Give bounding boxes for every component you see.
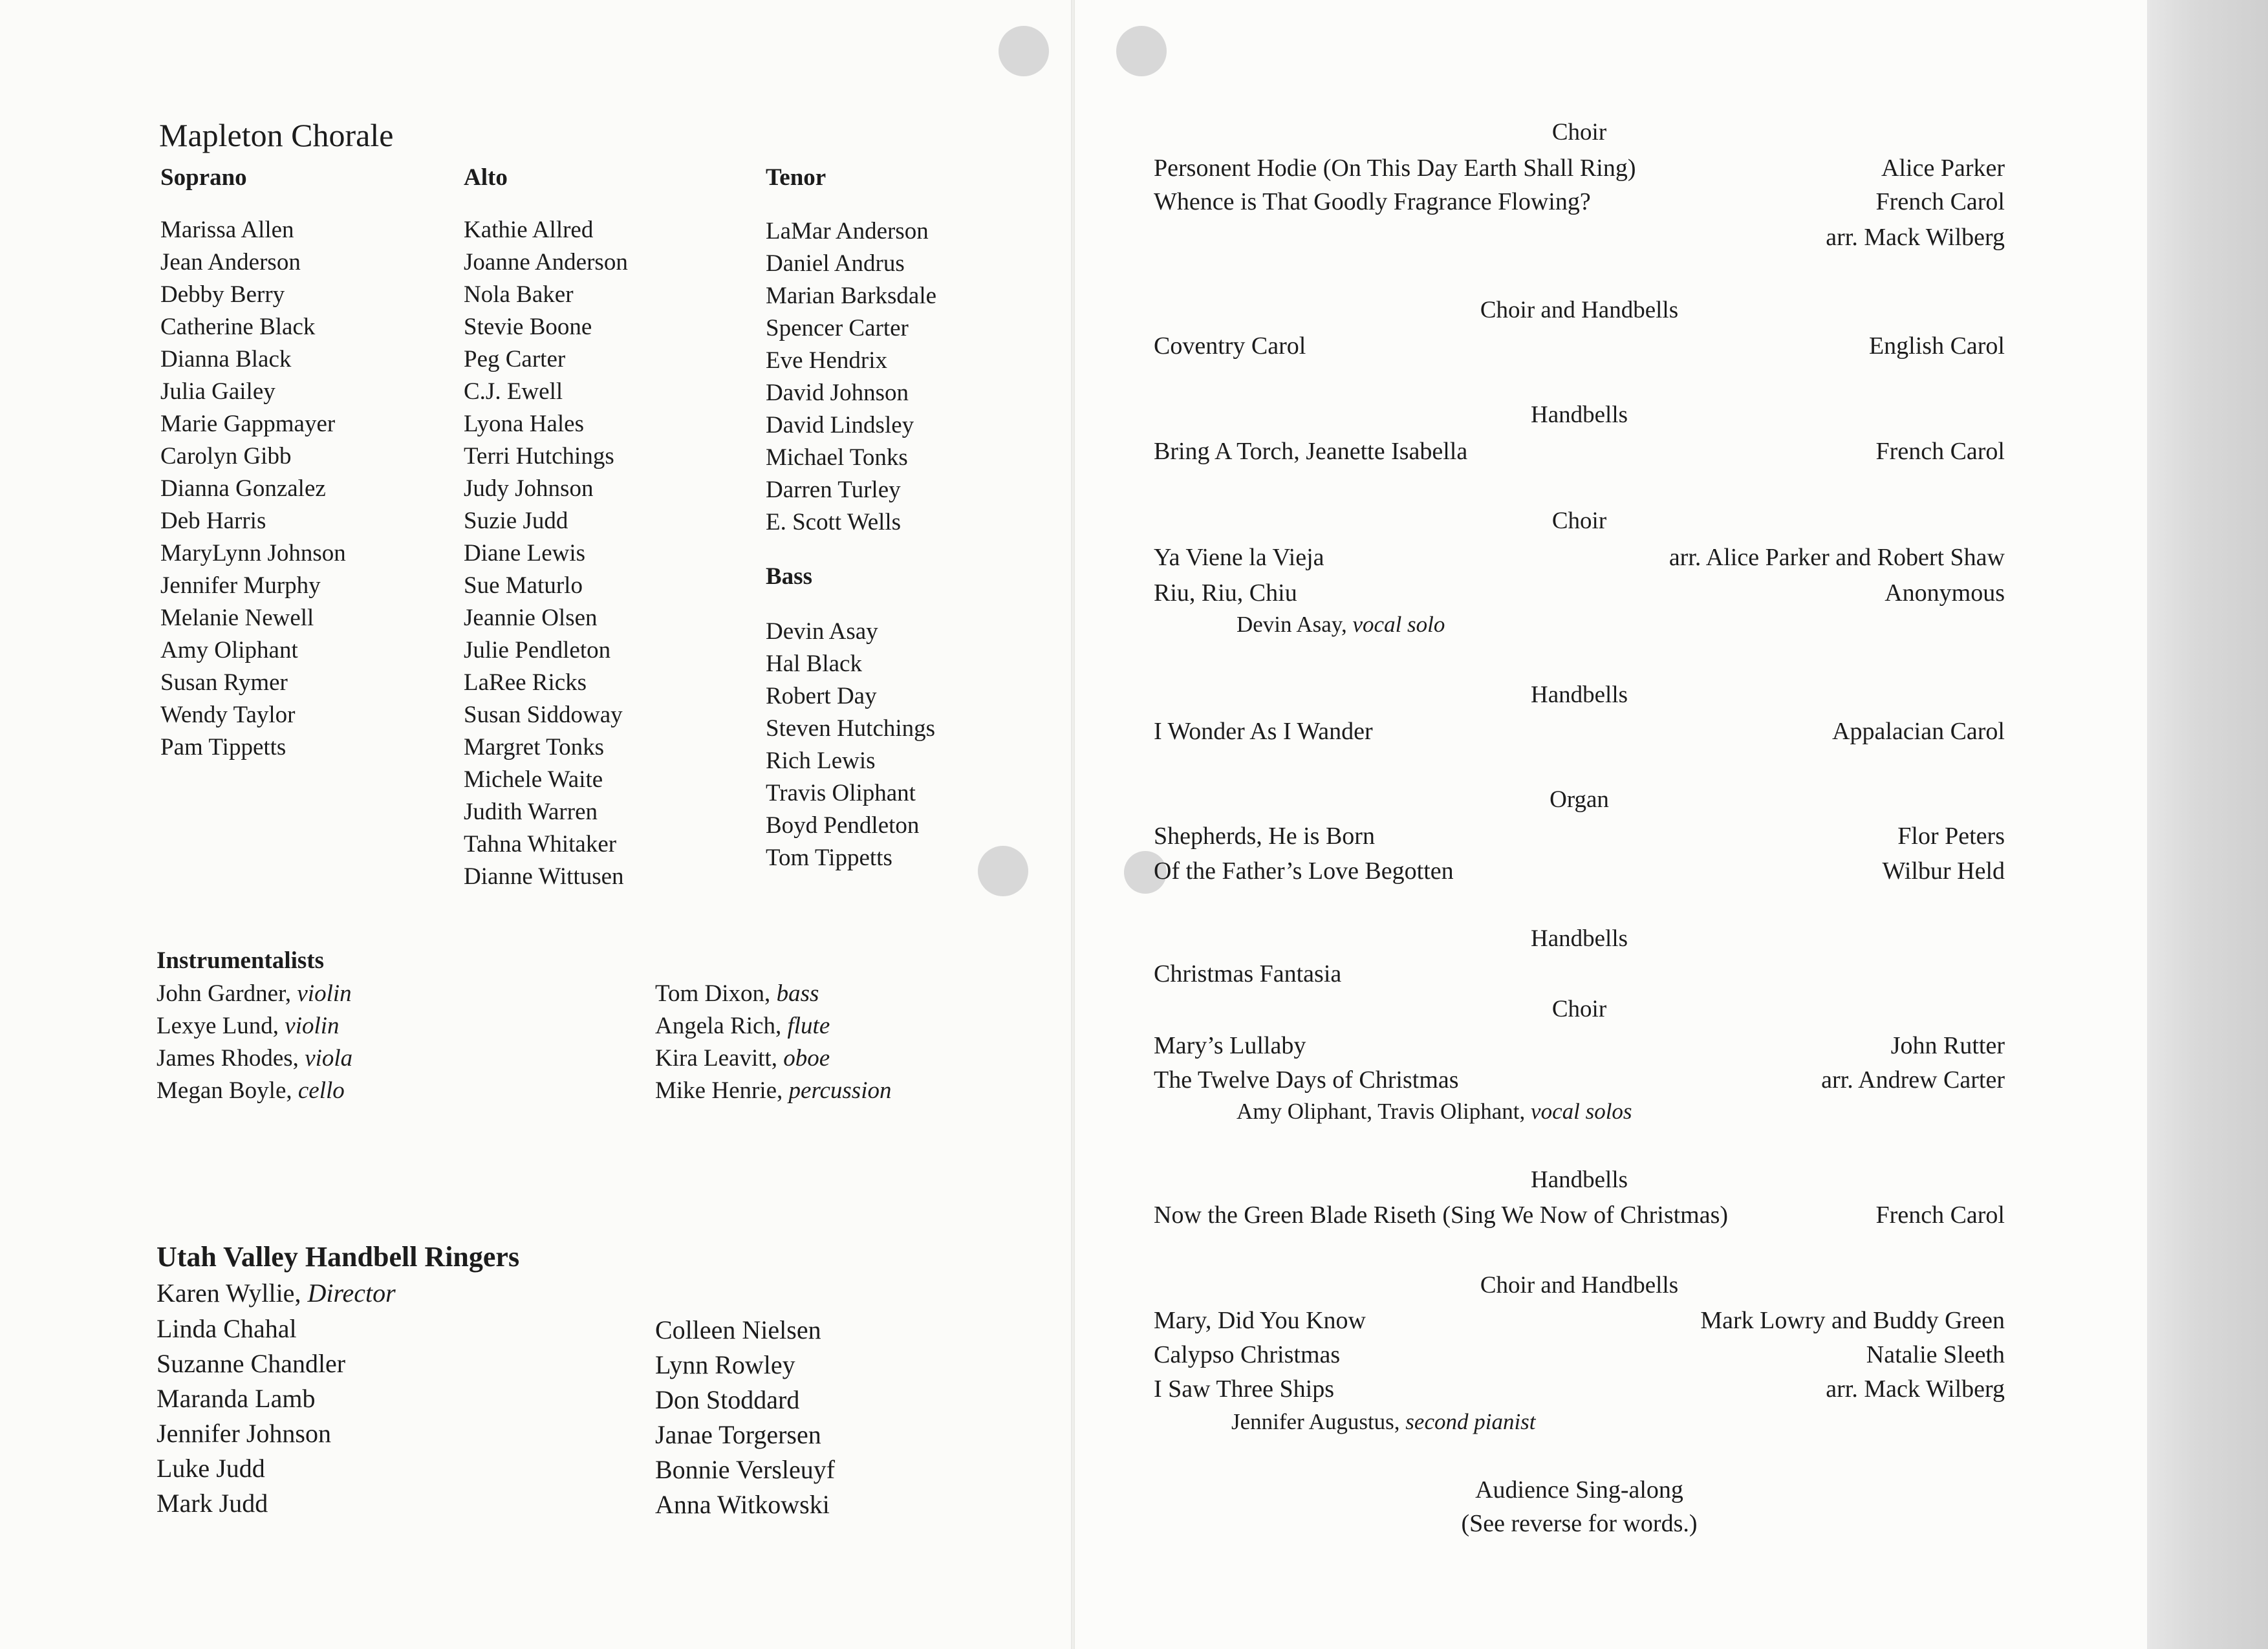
list-item: Michael Tonks bbox=[766, 444, 908, 471]
tenor-heading: Tenor bbox=[766, 164, 826, 191]
section-heading: Handbells bbox=[1530, 925, 1628, 952]
soprano-list bbox=[160, 214, 346, 764]
list-item: Deb Harris bbox=[160, 508, 266, 534]
list-item: Nola Baker bbox=[464, 281, 574, 308]
instrumentalist: Angela Rich, flute bbox=[655, 1013, 830, 1039]
section-heading: Choir and Handbells bbox=[1480, 1272, 1679, 1299]
scan-edge bbox=[2147, 0, 2268, 1649]
list-item: Judith Warren bbox=[464, 799, 598, 825]
section-heading: Organ bbox=[1550, 786, 1609, 813]
singalong-subtitle: (See reverse for words.) bbox=[1461, 1510, 1698, 1537]
section-heading: Handbells bbox=[1530, 682, 1628, 708]
list-item: E. Scott Wells bbox=[766, 509, 902, 535]
bass-heading: Bass bbox=[766, 563, 812, 590]
program-piece: Mary’s Lullaby John Rutter bbox=[1154, 1032, 2005, 1059]
section-heading: Choir and Handbells bbox=[1480, 297, 1679, 323]
list-item: Maranda Lamb bbox=[157, 1384, 316, 1413]
handbell-director: Karen Wyllie, Director bbox=[157, 1278, 396, 1308]
list-item: Jeannie Olsen bbox=[464, 605, 598, 631]
list-item: Judy Johnson bbox=[464, 475, 594, 502]
list-item: Rich Lewis bbox=[766, 748, 876, 774]
list-item: Jennifer Johnson bbox=[157, 1419, 331, 1448]
list-item: Robert Day bbox=[766, 683, 877, 709]
program-piece: Ya Viene la Vieja arr. Alice Parker and Robert Shaw bbox=[1154, 544, 2005, 571]
list-item: Daniel Andrus bbox=[766, 250, 905, 277]
list-item: Stevie Boone bbox=[464, 314, 592, 340]
list-item: Marian Barksdale bbox=[766, 283, 937, 309]
list-item: Bonnie Versleuyf bbox=[655, 1455, 836, 1484]
instrumentalist: Mike Henrie, percussion bbox=[655, 1077, 892, 1104]
handbell-ringers-heading: Utah Valley Handbell Ringers bbox=[157, 1241, 520, 1273]
list-item: Mark Judd bbox=[157, 1489, 268, 1518]
instrumentalist: Tom Dixon, bass bbox=[655, 980, 819, 1007]
section-heading: Choir bbox=[1551, 119, 1607, 146]
program-piece: Of the Father’s Love Begotten Wilbur Held bbox=[1154, 857, 2005, 885]
list-item: Lynn Rowley bbox=[655, 1350, 795, 1379]
performer-credit: Devin Asay, vocal solo bbox=[1237, 612, 1445, 637]
list-item: Dianne Wittusen bbox=[464, 863, 624, 890]
program-piece: Riu, Riu, Chiu Anonymous bbox=[1154, 579, 2005, 607]
singalong-title: Audience Sing-along bbox=[1475, 1476, 1683, 1503]
list-item: Julie Pendleton bbox=[464, 637, 611, 663]
list-item: Debby Berry bbox=[160, 281, 285, 308]
instrumentalist: Megan Boyle, cello bbox=[157, 1077, 345, 1104]
list-item: Melanie Newell bbox=[160, 605, 314, 631]
program-piece: Shepherds, He is Born Flor Peters bbox=[1154, 823, 2005, 850]
list-item: Suzie Judd bbox=[464, 508, 568, 534]
list-item: LaMar Anderson bbox=[766, 218, 929, 244]
handbell-col1 bbox=[157, 1311, 345, 1521]
list-item: Marie Gappmayer bbox=[160, 411, 336, 437]
section-heading: Choir bbox=[1551, 508, 1607, 534]
list-item: Marissa Allen bbox=[160, 217, 294, 243]
list-item: Travis Oliphant bbox=[766, 780, 916, 806]
section-heading: Choir bbox=[1551, 996, 1607, 1022]
list-item: Luke Judd bbox=[157, 1454, 265, 1483]
program-piece: Personent Hodie (On This Day Earth Shall Ring) Alice Parker bbox=[1154, 155, 2005, 182]
section-heading: Handbells bbox=[1530, 1167, 1628, 1193]
list-item: Suzanne Chandler bbox=[157, 1349, 346, 1378]
list-item: Anna Witkowski bbox=[655, 1490, 830, 1519]
bass-list bbox=[766, 616, 935, 874]
program-piece: I Saw Three Ships arr. Mack Wilberg bbox=[1154, 1375, 2005, 1403]
list-item: Eve Hendrix bbox=[766, 347, 888, 374]
handbell-col2 bbox=[655, 1313, 835, 1522]
instrumentalist: James Rhodes, viola bbox=[157, 1045, 353, 1072]
list-item: Steven Hutchings bbox=[766, 715, 936, 742]
performer-credit: Jennifer Augustus, second pianist bbox=[1231, 1409, 1536, 1434]
list-item: Joanne Anderson bbox=[464, 249, 628, 275]
list-item: Spencer Carter bbox=[766, 315, 909, 341]
list-item: Tom Tippetts bbox=[766, 845, 892, 871]
alto-heading: Alto bbox=[464, 164, 508, 191]
program-piece: Now the Green Blade Riseth (Sing We Now of Christmas) French Carol bbox=[1154, 1202, 2005, 1229]
list-item: Pam Tippetts bbox=[160, 734, 286, 760]
list-item: Jean Anderson bbox=[160, 249, 301, 275]
list-item: Diane Lewis bbox=[464, 540, 586, 566]
performer-credit: Amy Oliphant, Travis Oliphant, vocal solos bbox=[1237, 1099, 1632, 1124]
list-item: Colleen Nielsen bbox=[655, 1315, 821, 1344]
tenor-list bbox=[766, 215, 936, 539]
instrumentalist: Lexye Lund, violin bbox=[157, 1013, 340, 1039]
list-item: Terri Hutchings bbox=[464, 443, 614, 469]
list-item: Peg Carter bbox=[464, 346, 566, 372]
program-piece: Bring A Torch, Jeanette Isabella French Carol bbox=[1154, 438, 2005, 465]
section-heading: Handbells bbox=[1530, 402, 1628, 428]
program-piece: Coventry Carol English Carol bbox=[1154, 332, 2005, 360]
punch-hole bbox=[978, 846, 1028, 896]
program-piece: Christmas Fantasia bbox=[1154, 960, 1342, 987]
punch-hole bbox=[1116, 26, 1167, 76]
list-item: Catherine Black bbox=[160, 314, 316, 340]
instrumentalist: Kira Leavitt, oboe bbox=[655, 1045, 830, 1072]
instrumentalist: John Gardner, violin bbox=[157, 980, 352, 1007]
list-item: Susan Rymer bbox=[160, 669, 288, 696]
list-item: Michele Waite bbox=[464, 766, 603, 793]
list-item: Jennifer Murphy bbox=[160, 572, 321, 599]
list-item: C.J. Ewell bbox=[464, 378, 563, 405]
program-piece: The Twelve Days of Christmas arr. Andrew Carter bbox=[1154, 1066, 2005, 1094]
program-piece: I Wonder As I Wander Appalacian Carol bbox=[1154, 718, 2005, 745]
instrumentalists-col1 bbox=[157, 978, 352, 1107]
list-item: Hal Black bbox=[766, 651, 862, 677]
program-section bbox=[1154, 116, 2005, 251]
program-piece: Calypso Christmas Natalie Sleeth bbox=[1154, 1341, 2005, 1368]
program-piece: Whence is That Goodly Fragrance Flowing? French Carol bbox=[1154, 188, 2005, 215]
list-item: Don Stoddard bbox=[655, 1385, 800, 1414]
program-piece: arr. Mack Wilberg bbox=[1826, 224, 2005, 251]
soprano-heading: Soprano bbox=[160, 164, 247, 191]
list-item: Darren Turley bbox=[766, 477, 901, 503]
list-item: Julia Gailey bbox=[160, 378, 275, 405]
list-item: Carolyn Gibb bbox=[160, 443, 292, 469]
page-fold bbox=[1071, 0, 1075, 1649]
alto-list bbox=[464, 214, 628, 893]
list-item: Kathie Allred bbox=[464, 217, 594, 243]
list-item: Margret Tonks bbox=[464, 734, 604, 760]
program-piece: Mary, Did You Know Mark Lowry and Buddy Green bbox=[1154, 1307, 2005, 1334]
list-item: Devin Asay bbox=[766, 618, 878, 645]
list-item: Dianna Gonzalez bbox=[160, 475, 326, 502]
list-item: Boyd Pendleton bbox=[766, 812, 920, 839]
list-item: Dianna Black bbox=[160, 346, 292, 372]
instrumentalists-col2 bbox=[655, 978, 891, 1107]
list-item: Sue Maturlo bbox=[464, 572, 583, 599]
list-item: Linda Chahal bbox=[157, 1314, 297, 1343]
list-item: Susan Siddoway bbox=[464, 702, 623, 728]
list-item: Janae Torgersen bbox=[655, 1420, 821, 1449]
list-item: Tahna Whitaker bbox=[464, 831, 617, 857]
list-item: LaRee Ricks bbox=[464, 669, 587, 696]
list-item: Amy Oliphant bbox=[160, 637, 298, 663]
list-item: MaryLynn Johnson bbox=[160, 540, 346, 566]
list-item: David Johnson bbox=[766, 380, 909, 406]
punch-hole bbox=[999, 26, 1049, 76]
list-item: David Lindsley bbox=[766, 412, 914, 438]
list-item: Lyona Hales bbox=[464, 411, 584, 437]
list-item: Wendy Taylor bbox=[160, 702, 296, 728]
instrumentalists-heading: Instrumentalists bbox=[157, 947, 325, 974]
chorale-title: Mapleton Chorale bbox=[159, 117, 394, 153]
